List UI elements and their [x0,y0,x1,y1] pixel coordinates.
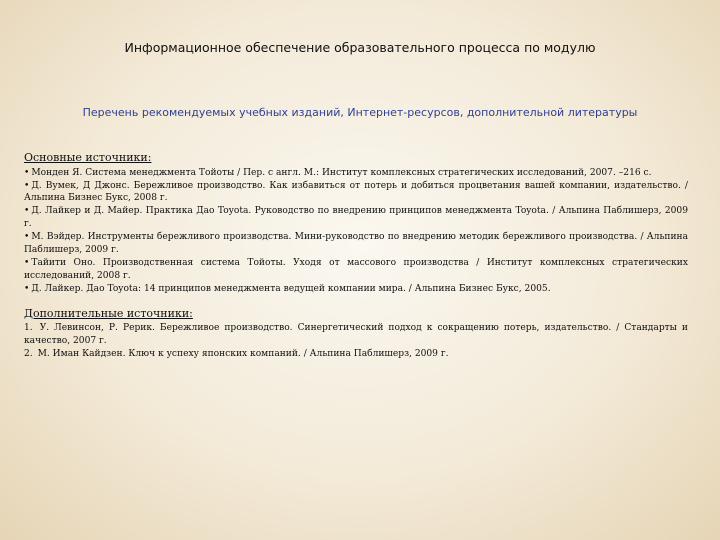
additional-source-text: У. Левинсон, Р. Рерик. Бережливое производство. Синергетический подход к сокращению потерь, издательство. / Стандарты и качество, 2007 г. [24,323,688,347]
item-number: 1. [24,323,33,334]
item-number: 2. [24,349,33,360]
main-source-item [24,180,688,206]
bullet-marker: • [24,283,30,294]
main-source-text: Тайити Оно. Производственная система Тойоты. Уходя от массового производства / Институт комплексных стратегических исследований, 2008 г. [24,257,688,281]
main-sources-heading: Основные источники: [24,151,152,164]
bullet-marker: • [24,257,30,268]
additional-source-text: М. Иман Кайдзен. Ключ к успеху японских компаний. / Альпина Паблишерз, 2009 г. [37,349,449,360]
page-subtitle: Перечень рекомендуемых учебных изданий, Интернет-ресурсов, дополнительной литературы [82,106,638,119]
page-title: Информационное обеспечение образовательного процесса по модулю [124,40,596,55]
main-source-text: Монден Я. Система менеджмента Тойоты / Пер. с англ. М.: Институт комплексных стратегических исследований, 2007. –216 с. [31,167,652,178]
main-source-text: Д. Вумек, Д Джонс. Бережливое производство. Как избавиться от потерь и добиться процветания вашей компании, издательство. / Альпина Бизнес Букс, 2008 г. [24,180,688,204]
additional-source-item [24,322,688,348]
main-source-item [24,167,688,180]
main-source-item [24,231,688,257]
main-source-item [24,205,688,231]
bullet-marker: • [24,180,30,191]
bullet-marker: • [24,206,30,217]
additional-sources-heading: Дополнительные источники: [24,306,193,320]
main-source-text: Д. Лайкер и Д. Майер. Практика Дао Toyota. Руководство по внедрению принципов менеджмента Toyota. / Альпина Паблишерз, 2009 г. [24,206,688,230]
main-source-text: Д. Лайкер. Дао Toyota: 14 принципов менеджмента ведущей компании мира. / Альпина Бизнес Букс, 2005. [31,283,551,294]
main-source-item [24,257,688,283]
main-source-item [24,283,688,296]
main-source-text: М. Вэйдер. Инструменты бережливого производства. Мини-руководство по внедрению методик бережливого производства. / Альпина Паблишерз, 2009 г. [24,232,688,256]
bullet-marker: • [24,232,30,243]
additional-source-item [24,348,688,361]
bullet-marker: • [24,167,30,178]
content [24,150,688,361]
